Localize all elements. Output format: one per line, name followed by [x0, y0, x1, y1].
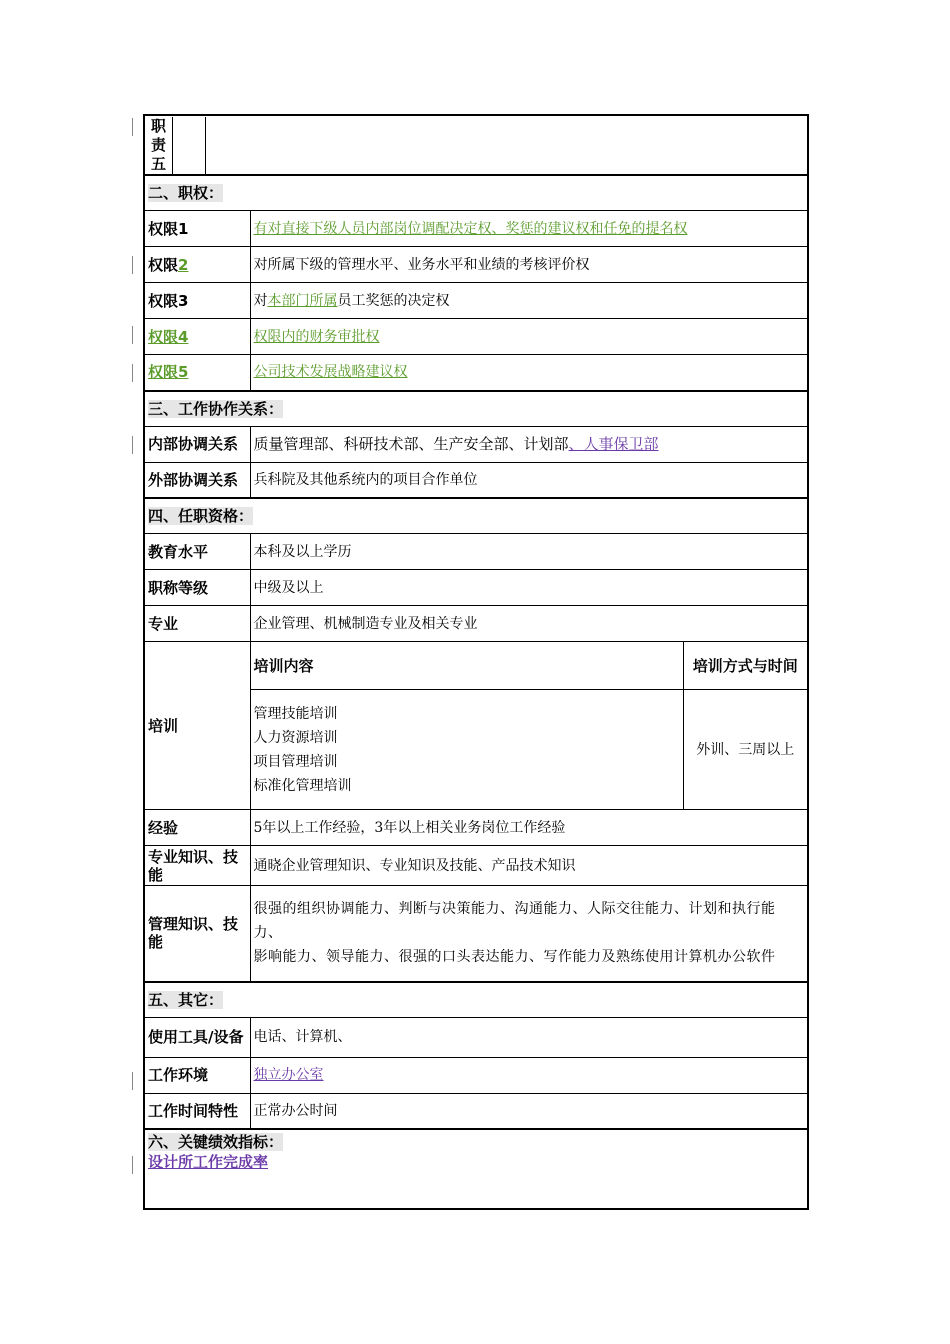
authority-3-text-pre: 对: [253, 292, 268, 309]
authority-5-text[interactable]: 公司技术发展战略建议权: [253, 364, 408, 381]
duty5-label: 职 责 五: [150, 116, 166, 173]
authority-3-text-mid[interactable]: 所属: [309, 292, 338, 309]
management-skill-line: 很强的组织协调能力、判断与决策能力、沟通能力、人际交往能力、计划和执行能力、: [253, 901, 776, 942]
tools-value: 电话、计算机、: [250, 1017, 808, 1057]
experience-label: 经验: [144, 810, 250, 846]
authority-2-label-link[interactable]: 2: [178, 255, 189, 274]
training-label: 培训: [144, 642, 250, 810]
training-content-header: 培训内容: [250, 642, 683, 690]
authority-3-label: 权限3: [144, 283, 250, 319]
section-title-cooperation: 三、工作协作关系：: [148, 399, 284, 418]
authority-5-label[interactable]: 权限5: [148, 363, 189, 382]
professional-skill-label: 专业知识、技能: [144, 846, 250, 886]
training-item: 标准化管理培训: [253, 777, 352, 794]
authority-2-label: 权限: [148, 255, 179, 274]
internal-coop-label: 内部协调关系: [144, 426, 250, 462]
management-skill-label: 管理知识、技能: [144, 886, 250, 982]
education-value: 本科及以上学历: [250, 534, 808, 570]
education-label: 教育水平: [144, 534, 250, 570]
training-item: 人力资源培训: [253, 729, 338, 746]
training-method-value: 外训、三周以上: [683, 690, 808, 810]
internal-coop-text: 质量管理部、科研技术部、生产安全部、计划部: [253, 435, 569, 453]
kpi-item-link[interactable]: 设计所工作完成率: [148, 1153, 269, 1171]
job-description-table: [143, 114, 807, 1210]
professional-skill-value: 通晓企业管理知识、专业知识及技能、产品技术知识: [250, 846, 808, 886]
training-item: 管理技能培训: [253, 705, 338, 722]
tools-label: 使用工具/设备: [144, 1017, 250, 1057]
revision-mark: [132, 326, 133, 344]
authority-4-label[interactable]: 权限4: [148, 327, 189, 346]
authority-1-text[interactable]: 有对直接下级人员内部岗位调配决定权、奖惩的建议权和任免的提名权: [253, 220, 688, 237]
authority-2-text: 对所属下级的管理水平、业务水平和业绩的考核评价权: [250, 247, 808, 283]
section-title-kpi: 六、关键绩效指标：: [148, 1133, 284, 1151]
authority-3-text-post: 员工奖惩的决定权: [337, 292, 450, 309]
experience-value: 5年以上工作经验，3年以上相关业务岗位工作经验: [250, 810, 808, 846]
section-title-other: 五、其它：: [148, 990, 224, 1009]
section-title-qualifications: 四、任职资格：: [148, 507, 254, 525]
duty5-content: [206, 117, 808, 174]
work-time-value: 正常办公时间: [250, 1093, 808, 1129]
authority-4-text[interactable]: 权限内的财务审批权: [253, 328, 380, 345]
revision-mark: [132, 1156, 133, 1174]
title-level-value: 中级及以上: [250, 570, 808, 606]
management-skill-line: 影响能力、领导能力、很强的口头表达能力、写作能力及熟练使用计算机办公软件: [253, 949, 776, 966]
internal-coop-link[interactable]: 、人事保卫部: [568, 435, 659, 453]
revision-mark: [132, 256, 133, 274]
work-time-label: 工作时间特性: [144, 1093, 250, 1129]
major-label: 专业: [144, 606, 250, 642]
training-item: 项目管理培训: [253, 753, 338, 770]
revision-mark: [132, 1072, 133, 1090]
external-coop-label: 外部协调关系: [144, 462, 250, 498]
revision-mark: [132, 436, 133, 454]
title-level-label: 职称等级: [144, 570, 250, 606]
authority-3-dept-link[interactable]: 本部门: [267, 292, 310, 309]
major-value: 企业管理、机械制造专业及相关专业: [250, 606, 808, 642]
authority-1-label: 权限1: [144, 211, 250, 247]
revision-mark: [132, 118, 133, 136]
training-method-header: 培训方式与时间: [683, 642, 808, 690]
revision-mark: [132, 364, 133, 382]
environment-label: 工作环境: [144, 1057, 250, 1093]
external-coop-text: 兵科院及其他系统内的项目合作单位: [250, 462, 808, 498]
environment-link[interactable]: 独立办公室: [253, 1067, 324, 1083]
section-title-authority: 二、职权：: [148, 184, 224, 202]
